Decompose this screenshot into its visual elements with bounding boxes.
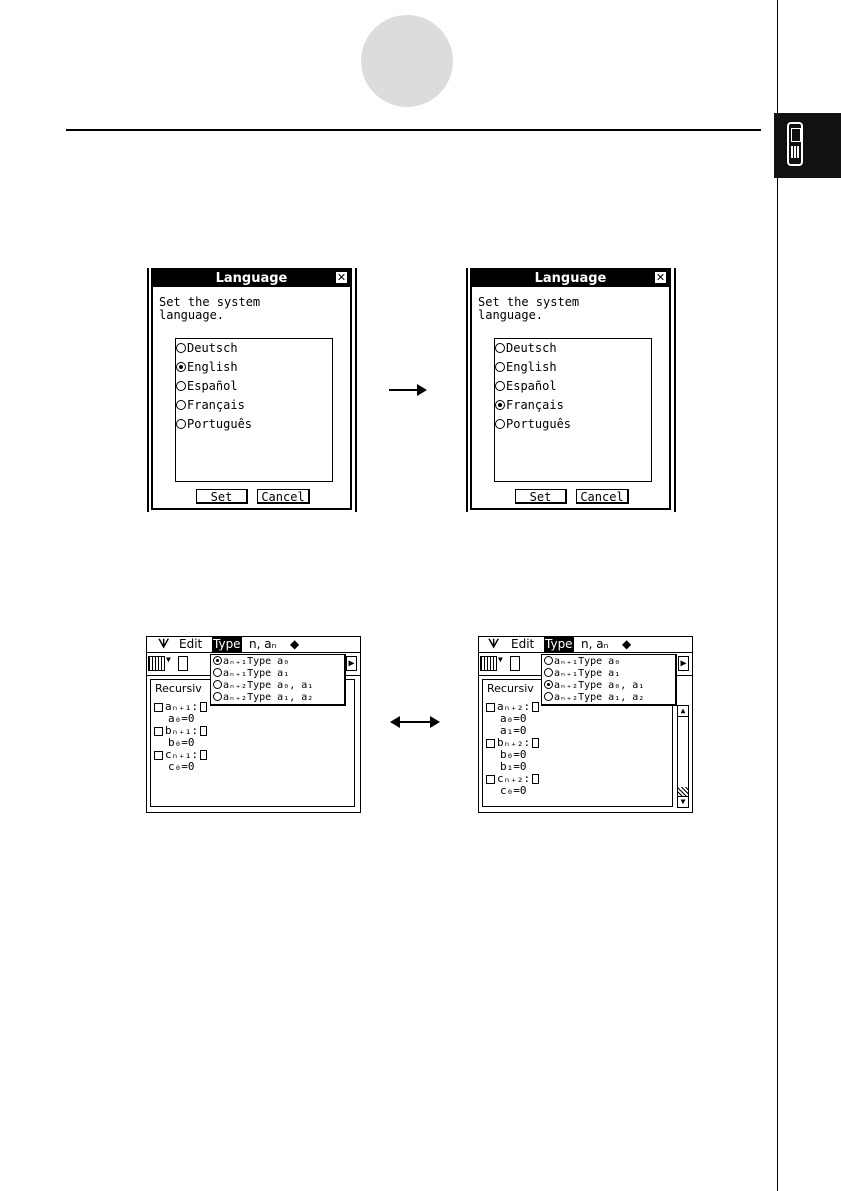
scroll-down-icon[interactable]: ▼ — [678, 796, 688, 807]
radio-icon[interactable] — [176, 419, 186, 429]
language-option-1[interactable] — [495, 360, 557, 375]
language-option-label: Deutsch — [506, 341, 557, 355]
type-option-1[interactable] — [544, 668, 620, 680]
vertical-scrollbar[interactable] — [677, 705, 689, 808]
radio-icon[interactable] — [213, 668, 222, 677]
header-rule — [66, 129, 761, 131]
language-dialog-before — [147, 268, 357, 512]
right-arrow-icon[interactable]: ▶ — [678, 656, 689, 671]
close-icon[interactable]: ✕ — [655, 271, 666, 284]
type-option-label: aₙ₊₂Type a₁, a₂ — [223, 692, 314, 703]
radio-icon[interactable] — [544, 692, 553, 701]
sequence-icon[interactable] — [510, 656, 520, 671]
language-option-label: Deutsch — [187, 341, 238, 355]
radio-icon[interactable] — [544, 668, 553, 677]
language-list — [494, 338, 652, 482]
input-placeholder[interactable] — [200, 702, 207, 712]
type-option-label: aₙ₊₁Type a₀ — [223, 656, 290, 667]
sequence-expression: a₀=0 — [500, 712, 527, 725]
sequence-expression: aₙ₊₂: — [497, 700, 531, 713]
set-button[interactable]: Set — [515, 489, 567, 504]
table-icon[interactable] — [148, 656, 165, 671]
checkbox[interactable] — [486, 703, 495, 712]
sequence-expression: cₙ₊₂: — [497, 772, 531, 785]
scroll-up-icon[interactable]: ▲ — [678, 706, 688, 717]
language-option-4[interactable] — [495, 417, 571, 432]
type-option-label: aₙ₊₂Type a₀, a₁ — [223, 680, 314, 691]
dialog-title: Language ✕ — [153, 270, 350, 287]
dropdown-icon[interactable]: ▼ — [498, 656, 503, 664]
sequence-expression: b₀=0 — [500, 748, 527, 761]
language-list — [175, 338, 333, 482]
language-option-label: English — [506, 360, 557, 374]
margin-line — [777, 0, 778, 1191]
type-option-label: aₙ₊₁Type a₁ — [554, 668, 621, 679]
sequence-editor-before — [146, 636, 361, 813]
language-dialog-after — [466, 268, 676, 512]
language-option-label: English — [187, 360, 238, 374]
sequence-expression: bₙ₊₁: — [165, 724, 199, 737]
dialog-title: Language ✕ — [472, 270, 669, 287]
type-option-1[interactable] — [213, 668, 289, 680]
menu-bar — [479, 637, 692, 653]
radio-icon[interactable] — [176, 381, 186, 391]
language-option-label: Français — [187, 398, 245, 412]
sequence-row[interactable] — [500, 785, 527, 797]
radio-selected-icon[interactable] — [544, 680, 553, 689]
type-option-label: aₙ₊₂Type a₀, a₁ — [554, 680, 645, 691]
language-option-label: Français — [506, 398, 564, 412]
language-option-3[interactable] — [495, 398, 564, 413]
radio-icon[interactable] — [213, 680, 222, 689]
checkbox[interactable] — [154, 703, 163, 712]
cancel-button[interactable]: Cancel — [576, 489, 629, 504]
input-placeholder[interactable] — [532, 702, 539, 712]
type-option-3[interactable] — [544, 692, 644, 704]
tab-recursive[interactable]: Recursiv — [155, 682, 202, 695]
menu-type[interactable]: Type — [213, 637, 241, 651]
radio-selected-icon[interactable] — [495, 400, 505, 410]
checkbox[interactable] — [486, 739, 495, 748]
dropdown-icon[interactable]: ▼ — [166, 656, 171, 664]
language-option-label: Português — [506, 417, 572, 431]
radio-icon[interactable] — [495, 362, 505, 372]
type-option-3[interactable] — [213, 692, 313, 704]
right-arrow-icon[interactable]: ▶ — [346, 656, 357, 671]
menu-bar — [147, 637, 360, 653]
menu-n-an[interactable]: n, aₙ — [249, 637, 277, 651]
radio-icon[interactable] — [213, 692, 222, 701]
menu-chevron-icon[interactable]: ᗐ — [488, 637, 500, 651]
language-option-0[interactable] — [495, 341, 557, 356]
type-option-label: aₙ₊₂Type a₁, a₂ — [554, 692, 645, 703]
input-placeholder[interactable] — [532, 774, 539, 784]
input-placeholder[interactable] — [532, 738, 539, 748]
sequence-expression: b₀=0 — [168, 736, 195, 749]
type-option-0[interactable] — [213, 656, 289, 668]
language-option-label: Español — [506, 379, 557, 393]
menu-chevron-icon[interactable]: ᗐ — [158, 637, 170, 651]
radio-icon[interactable] — [495, 343, 505, 353]
sequence-expression: c₀=0 — [168, 760, 195, 773]
type-option-0[interactable] — [544, 656, 620, 668]
language-option-2[interactable] — [176, 379, 238, 394]
radio-selected-icon[interactable] — [213, 656, 222, 665]
language-option-1[interactable] — [176, 360, 238, 375]
type-popup-menu — [210, 654, 346, 706]
sequence-expression: aₙ₊₁: — [165, 700, 199, 713]
checkbox[interactable] — [154, 751, 163, 760]
menu-n-an[interactable]: n, aₙ — [581, 637, 609, 651]
table-icon[interactable] — [480, 656, 497, 671]
radio-icon[interactable] — [495, 381, 505, 391]
tab-recursive[interactable]: Recursiv — [487, 682, 534, 695]
sequence-expression: a₀=0 — [168, 712, 195, 725]
dialog-prompt: Set the system language. — [478, 295, 580, 322]
sequence-expression: b₁=0 — [500, 760, 527, 773]
radio-icon[interactable] — [176, 400, 186, 410]
menu-type[interactable]: Type — [545, 637, 573, 651]
language-option-4[interactable] — [176, 417, 252, 432]
language-option-0[interactable] — [176, 341, 238, 356]
sequence-icon[interactable] — [178, 656, 188, 671]
sequence-expression: bₙ₊₂: — [497, 736, 531, 749]
menu-edit[interactable]: Edit — [179, 637, 203, 651]
menu-more-icon[interactable]: ◆ — [622, 637, 632, 651]
calculator-icon — [787, 122, 803, 166]
sequence-expression: c₀=0 — [500, 784, 527, 797]
menu-edit[interactable]: Edit — [511, 637, 535, 651]
checkbox[interactable] — [154, 727, 163, 736]
input-placeholder[interactable] — [200, 750, 207, 760]
dialog-prompt: Set the system language. — [159, 295, 261, 322]
type-popup-menu — [541, 654, 677, 706]
sequence-row[interactable] — [168, 761, 195, 773]
language-option-3[interactable] — [176, 398, 245, 413]
chapter-marker-circle — [361, 15, 453, 107]
set-button[interactable]: Set — [196, 489, 248, 504]
input-placeholder[interactable] — [200, 726, 207, 736]
menu-more-icon[interactable]: ◆ — [290, 637, 300, 651]
type-option-2[interactable] — [544, 680, 644, 692]
language-option-label: Español — [187, 379, 238, 393]
sequence-expression: cₙ₊₁: — [165, 748, 199, 761]
radio-selected-icon[interactable] — [176, 362, 186, 372]
type-option-label: aₙ₊₁Type a₁ — [223, 668, 290, 679]
sequence-editor-after — [478, 636, 693, 813]
sequence-expression: a₁=0 — [500, 724, 527, 737]
right-arrow-icon — [389, 389, 425, 391]
close-icon[interactable]: ✕ — [336, 271, 347, 284]
type-option-2[interactable] — [213, 680, 313, 692]
side-tab — [774, 113, 841, 178]
language-option-label: Português — [187, 417, 253, 431]
double-arrow-icon — [392, 721, 438, 723]
radio-icon[interactable] — [495, 419, 505, 429]
radio-icon[interactable] — [544, 656, 553, 665]
radio-icon[interactable] — [176, 343, 186, 353]
type-option-label: aₙ₊₁Type a₀ — [554, 656, 621, 667]
cancel-button[interactable]: Cancel — [257, 489, 310, 504]
checkbox[interactable] — [486, 775, 495, 784]
language-option-2[interactable] — [495, 379, 557, 394]
